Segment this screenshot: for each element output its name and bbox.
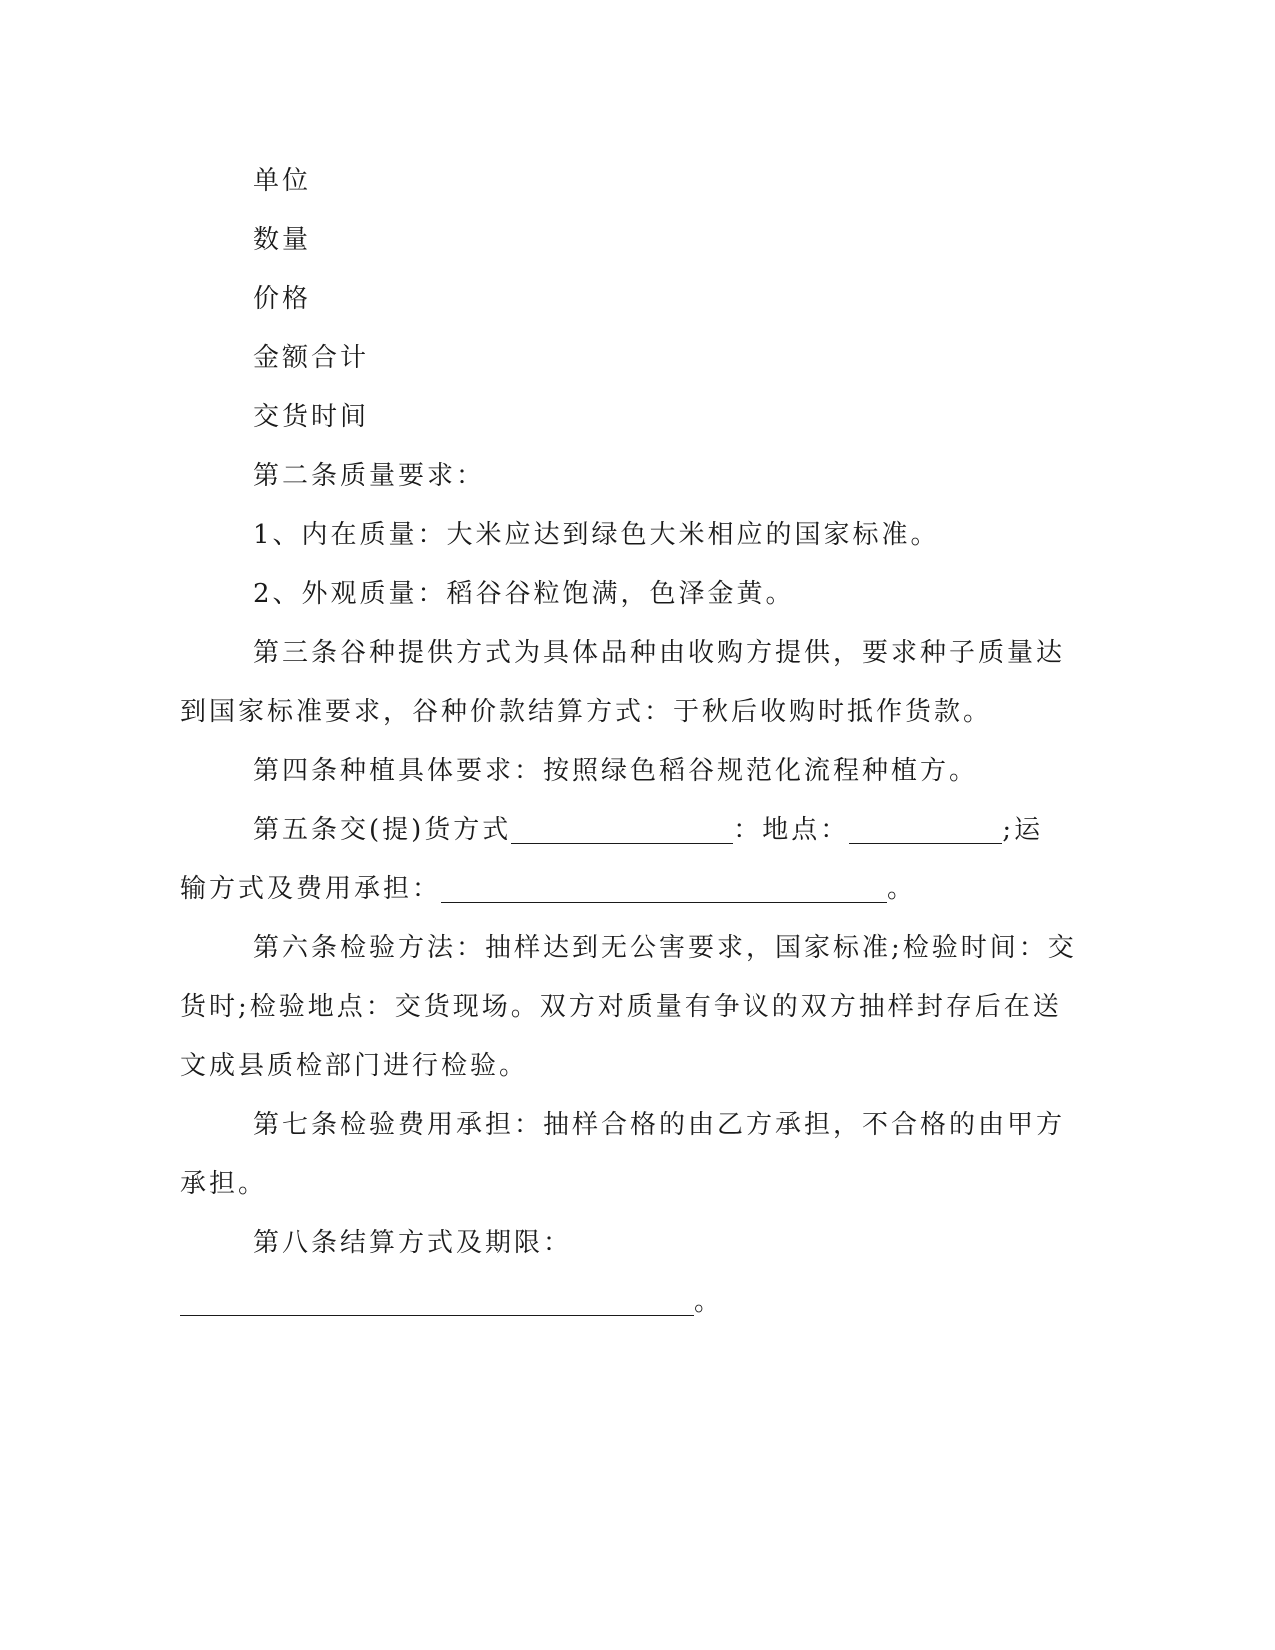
article-6-line-3: 文成县质检部门进行检验。 bbox=[180, 1051, 529, 1081]
document-body bbox=[180, 152, 1077, 1332]
article-8-line-2 bbox=[180, 1273, 1060, 1332]
article-6-line-1: 第六条检验方法：抽样达到无公害要求，国家标准;检验时间：交 bbox=[253, 933, 1077, 963]
item-price: 价格 bbox=[253, 284, 312, 314]
delivery-method-blank[interactable] bbox=[511, 809, 733, 844]
settlement-blank[interactable] bbox=[180, 1281, 694, 1316]
article-5-delivery-method-label: 第五条交(提)货方式 bbox=[253, 815, 512, 845]
article-3-line-1: 第三条谷种提供方式为具体品种由收购方提供，要求种子质量达 bbox=[253, 638, 1066, 668]
article-5-end-mark: 。 bbox=[887, 874, 917, 904]
item-unit: 单位 bbox=[253, 166, 312, 196]
article-5-transport-label-start: ;运 bbox=[1002, 815, 1044, 845]
article-8-end-mark: 。 bbox=[694, 1287, 724, 1317]
article-2-heading: 第二条质量要求： bbox=[253, 461, 486, 491]
item-delivery-time: 交货时间 bbox=[253, 402, 370, 432]
article-4-line-1: 第四条种植具体要求：按照绿色稻谷规范化流程种植方。 bbox=[253, 756, 979, 786]
article-5-location-label: ：地点： bbox=[733, 815, 850, 845]
article-6-line-2: 货时;检验地点：交货现场。双方对质量有争议的双方抽样封存后在送 bbox=[180, 992, 1062, 1022]
location-blank[interactable] bbox=[849, 809, 1002, 844]
item-quantity: 数量 bbox=[253, 225, 312, 255]
article-7-line-2: 承担。 bbox=[180, 1169, 268, 1199]
article-2-item-1: 1、内在质量：大米应达到绿色大米相应的国家标准。 bbox=[253, 520, 940, 550]
article-5-transport-label: 输方式及费用承担： bbox=[180, 874, 442, 904]
article-8-heading: 第八条结算方式及期限： bbox=[253, 1228, 573, 1258]
article-7-line-1: 第七条检验费用承担：抽样合格的由乙方承担，不合格的由甲方 bbox=[253, 1110, 1066, 1140]
article-2-item-2: 2、外观质量：稻谷谷粒饱满，色泽金黄。 bbox=[253, 579, 795, 609]
article-3-line-2: 到国家标准要求，谷种价款结算方式：于秋后收购时抵作货款。 bbox=[180, 697, 993, 727]
item-amount-total: 金额合计 bbox=[253, 343, 370, 373]
article-5-line-2 bbox=[180, 860, 1060, 919]
article-5-line-1 bbox=[180, 801, 1060, 860]
transport-cost-blank[interactable] bbox=[441, 868, 887, 903]
